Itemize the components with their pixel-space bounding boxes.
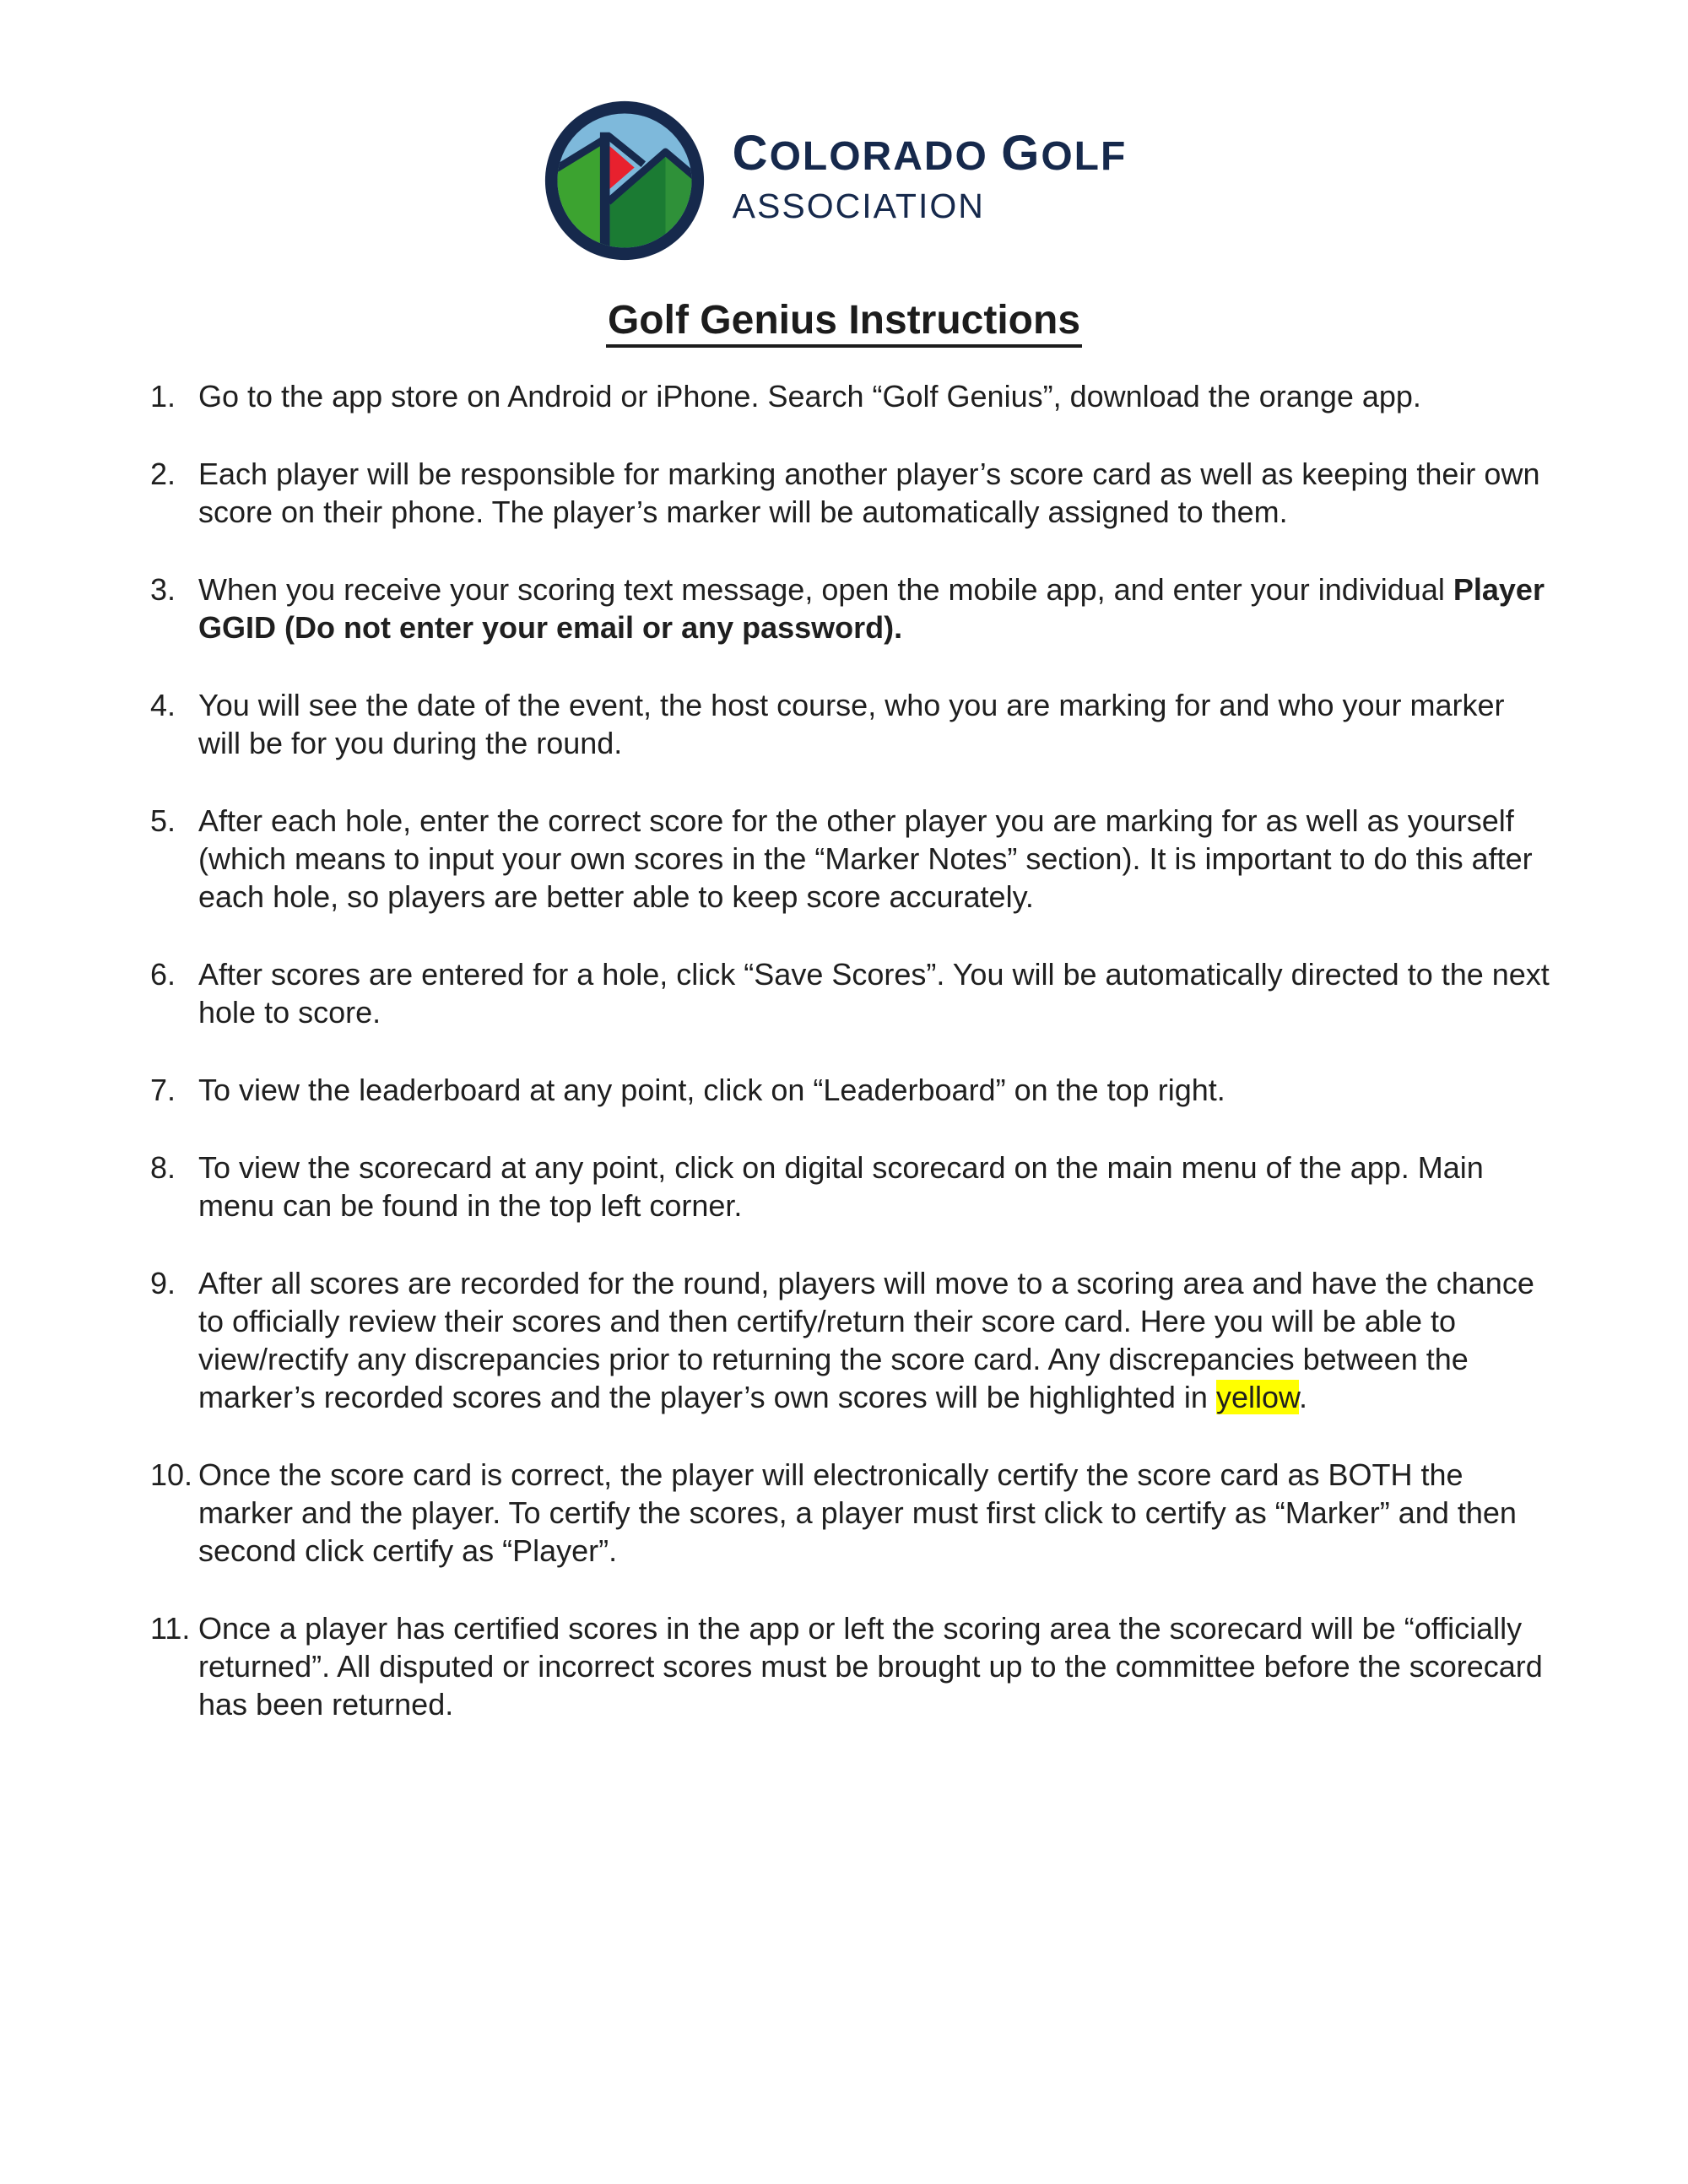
cga-logo (0, 99, 1688, 262)
list-item-text: After scores are entered for a hole, click “Save Scores”. You will be automatically directed to the next hole to score. (198, 957, 1550, 1030)
list-item-text: To view the leaderboard at any point, click on “Leaderboard” on the top right. (198, 1073, 1225, 1107)
list-item-text: When you receive your scoring text message, open the mobile app, and enter your individual Player GGID (Do not enter your email or any password). (198, 572, 1545, 645)
cga-logo-wordmark (733, 99, 1128, 224)
list-item-number: 4. (150, 688, 176, 722)
list-item (150, 1264, 1551, 1416)
list-item-text: Once the score card is correct, the player will electronically certify the score card as BOTH the marker and the player. To certify the scores, a player must first click to certify as “Marker” and then second click certify as “Player”. (198, 1457, 1517, 1568)
logo-wordmark-letter: OLORADO (769, 134, 1002, 179)
list-item-number: 9. (150, 1266, 176, 1300)
list-item-text: Once a player has certified scores in the app or left the scoring area the scorecard will be “officially returned”. All disputed or incorrect scores must be brought up to the committee before the scorecard has been returned. (198, 1611, 1543, 1722)
cga-logo-icon (543, 99, 706, 262)
list-item (150, 1609, 1551, 1723)
list-item (150, 377, 1551, 415)
list-item-text: Go to the app store on Android or iPhone. Search “Golf Genius”, download the orange app. (198, 379, 1421, 414)
list-item-number: 3. (150, 572, 176, 607)
list-item-number: 11. (150, 1611, 191, 1646)
list-item-text: Each player will be responsible for marking another player’s score card as well as keeping their own score on their phone. The player’s marker will be automatically assigned to them. (198, 457, 1540, 529)
highlighted-text: yellow (1215, 1380, 1300, 1414)
list-item (150, 802, 1551, 916)
list-item-number: 10. (150, 1457, 193, 1492)
list-item-text: After all scores are recorded for the round, players will move to a scoring area and have the chance to officially review their scores and then certify/return their score card. Here you will be able to view/rectify any discrepancies prior to returning the score card. Any discrepancies between the marker’s recorded scores and the player’s own scores will be highlighted in yellow. (198, 1266, 1534, 1414)
list-item (150, 570, 1551, 646)
list-item-number: 1. (150, 379, 176, 414)
logo-wordmark-letter: OLF (1041, 134, 1128, 179)
list-item-number: 8. (150, 1150, 176, 1185)
list-item (150, 1071, 1551, 1109)
list-item-text: You will see the date of the event, the host course, who you are marking for and who your marker will be for you during the round. (198, 688, 1505, 760)
logo-wordmark-line2: ASSOCIATION (732, 187, 985, 225)
list-item (150, 955, 1551, 1031)
page-title: Golf Genius Instructions (606, 300, 1082, 348)
list-item-number: 2. (150, 457, 176, 491)
list-item (150, 686, 1551, 762)
instruction-list (150, 377, 1551, 1723)
list-item-text: To view the scorecard at any point, click on digital scorecard on the main menu of the app. Main menu can be found in the top left corner. (198, 1150, 1484, 1223)
logo-flag-pole (600, 132, 610, 259)
logo-wordmark-letter: G (1001, 126, 1041, 181)
title-row (0, 300, 1688, 352)
logo-wordmark-letter: C (732, 126, 770, 181)
list-item (150, 1149, 1551, 1224)
list-item-number: 7. (150, 1073, 176, 1107)
list-item-number: 5. (150, 803, 176, 838)
list-item-text: After each hole, enter the correct score for the other player you are marking for as well as yourself (which means to input your own scores in the “Marker Notes” section). It is important to do this after each hole, so players are better able to keep score accurately. (198, 803, 1533, 914)
logo-wordmark-line1 (732, 126, 1128, 181)
list-item (150, 1456, 1551, 1570)
list-item (150, 455, 1551, 531)
list-item-number: 6. (150, 957, 176, 992)
